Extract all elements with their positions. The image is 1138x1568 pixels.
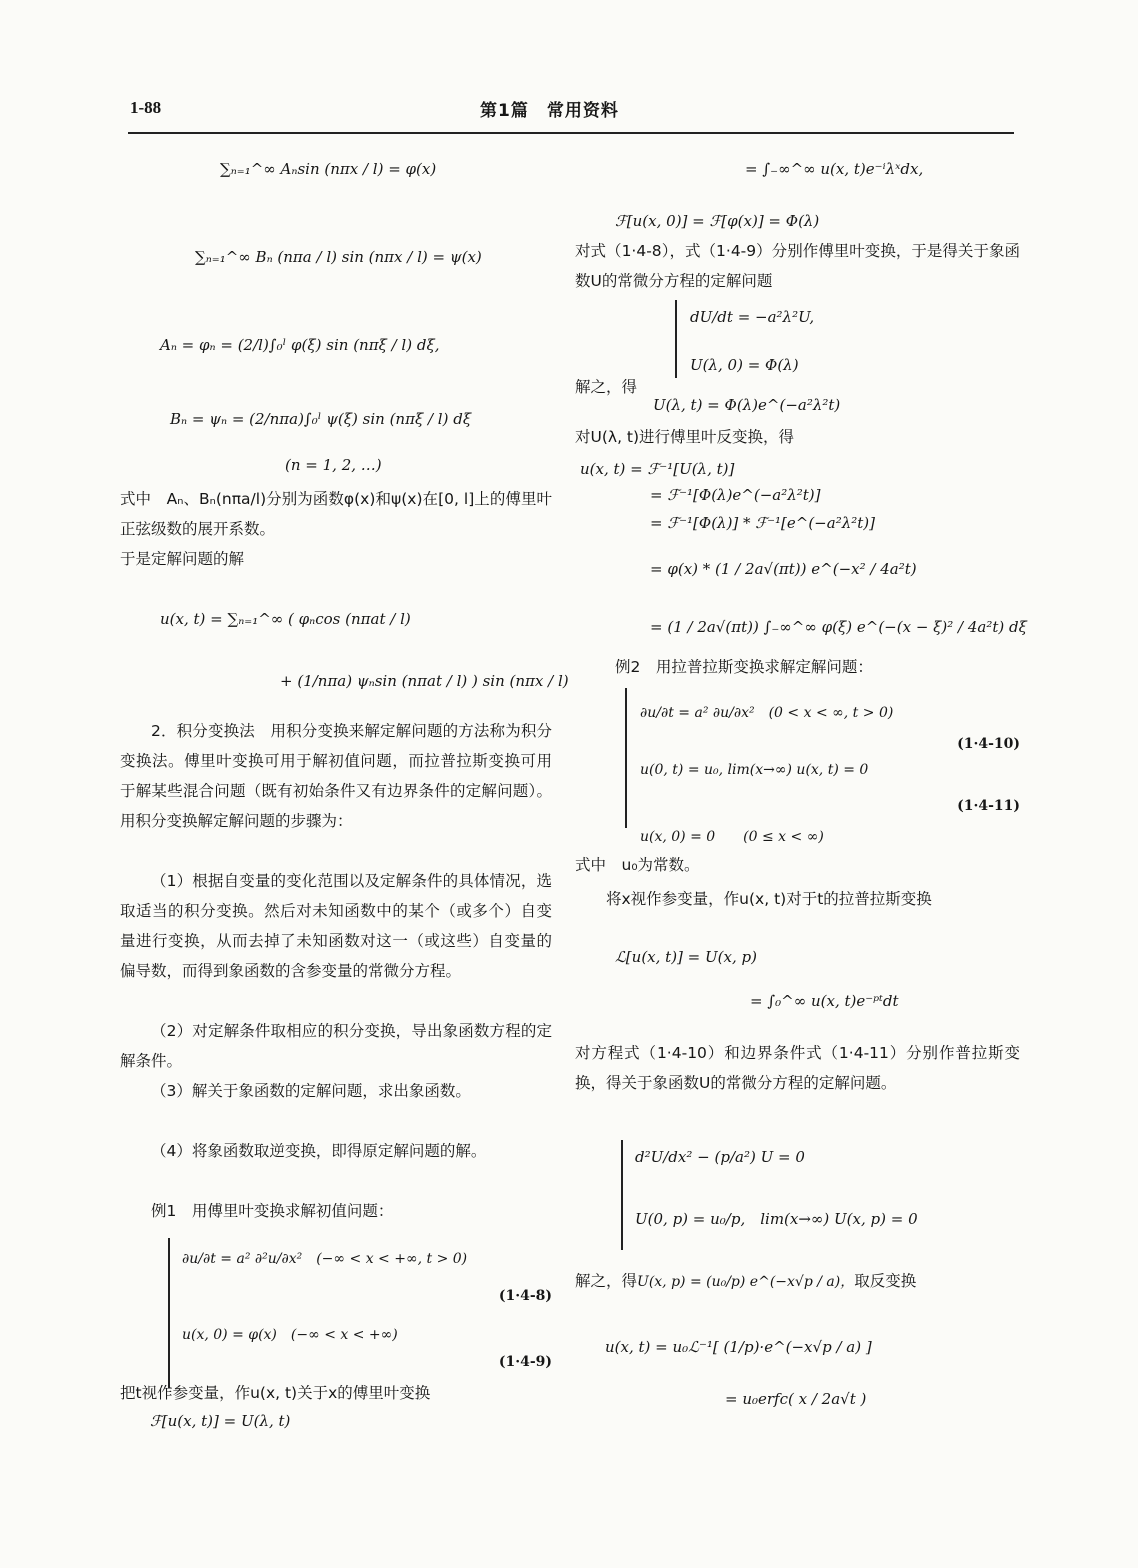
equation-number-1-4-10: (1·4-10) [957,736,1020,752]
paragraph-laplace-intro: 将x视作参变量，作u(x, t)对于t的拉普拉斯变换 [606,890,932,908]
equation-fourier-definition: ℱ[u(x, t)] = U(λ, t) [150,1412,291,1430]
equation-inverse-laplace-2: = u₀erfc( x / 2a√t ) [725,1390,867,1408]
equation-number-1-4-11: (1·4-11) [957,798,1020,814]
equation-inverse-line2: = ℱ⁻¹[Φ(λ)e^(−a²λ²t)] [650,486,821,504]
equation-solution-line1: u(x, t) = ∑ₙ₌₁^∞ ( φₙcos (nπat / l) [160,610,411,628]
equation-number-1-4-9: (1·4-9) [498,1354,552,1370]
paragraph-constant: 式中 u₀为常数。 [575,856,700,874]
example-1-heading: 例1 用傅里叶变换求解初值问题： [151,1202,394,1220]
equation-coefficient-a: Aₙ = φₙ = (2/l)∫₀ˡ φ(ξ) sin (nπξ / l) dξ, [160,336,440,354]
system-brace-example-1 [168,1238,170,1388]
example-2-heading: 例2 用拉普拉斯变换求解定解问题： [615,658,873,676]
equation-zero-initial: u(x, 0) = 0 (0 ≤ x < ∞) [640,829,824,845]
equation-index-range: (n = 1, 2, …) [285,456,382,474]
paragraph-step-1: （1）根据自变量的变化范围以及定解条件的具体情况，选取适当的积分变换。然后对未知函数中的某个（或多个）自变量进行变换，从而去掉了未知函数对这一（或这些）自变量的偏导数，而得到象函数的含参变量的常微分方程。 [120,872,552,980]
system-brace-example-2 [625,688,627,828]
equation-ode-initial: U(λ, 0) = Φ(λ) [690,356,799,374]
equation-inverse-line1: u(x, t) = ℱ⁻¹[U(λ, t)] [580,460,735,478]
equation-laplace-boundary: U(0, p) = u₀/p, lim(x→∞) U(x, p) = 0 [635,1210,918,1228]
paragraph-inverse-fourier: 对U(λ, t)进行傅里叶反变换，得 [575,428,795,446]
paragraph-integral-transform: 2．积分变换法 用积分变换来解定解问题的方法称为积分变换法。傅里叶变换可用于解初值问题，而拉普拉斯变换可用于解某些混合问题（既有初始条件又有边界条件的定解问题）。用积分变换解定解问题的步骤为： [120,722,552,830]
equation-inverse-line5: = (1 / 2a√(πt)) ∫₋∞^∞ φ(ξ) e^(−(x − ξ)² / 4a²t) dξ [650,618,1027,636]
system-brace-laplace-ode [621,1140,623,1250]
system-brace-ode [675,300,677,378]
paragraph-solve-laplace: 解之，得U(x, p) = (u₀/p) e^(−x√p / a)，取反变换 [575,1272,917,1290]
equation-fourier-initial: ℱ[u(x, 0)] = ℱ[φ(x)] = Φ(λ) [615,212,820,230]
paragraph-apply-laplace: 对方程式（1·4-10）和边界条件式（1·4-11）分别作普拉斯变换，得关于象函数U的常微分方程的定解问题。 [575,1044,1020,1092]
equation-series-b: ∑ₙ₌₁^∞ Bₙ (nπa / l) sin (nπx / l) = ψ(x) [195,248,482,266]
paragraph-coefficients: 式中 Aₙ、Bₙ(nπa/l)分别为函数φ(x)和ψ(x)在[0, l]上的傅里叶正弦级数的展开系数。 [120,490,552,538]
paragraph-step-3: （3）解关于象函数的定解问题，求出象函数。 [151,1082,471,1100]
paragraph-step-2: （2）对定解条件取相应的积分变换，导出象函数方程的定解条件。 [120,1022,552,1070]
equation-laplace-solution: U(x, p) = (u₀/p) e^(−x√p / a)， [637,1274,855,1290]
equation-boundary-condition: u(0, t) = u₀, lim(x→∞) u(x, t) = 0 [640,762,869,778]
equation-heat-pde-2: ∂u/∂t = a² ∂u/∂x² (0 < x < ∞, t > 0) [640,705,894,721]
equation-solution-line2: + (1/nπa) ψₙsin (nπat / l) ) sin (nπx / l) [280,672,569,690]
equation-laplace-definition: ℒ[u(x, t)] = U(x, p) [615,948,757,966]
equation-inverse-laplace-1: u(x, t) = u₀ℒ⁻¹[ (1/p)·e^(−x√p / a) ] [605,1338,872,1356]
equation-inverse-line3: = ℱ⁻¹[Φ(λ)] * ℱ⁻¹[e^(−a²λ²t)] [650,514,875,532]
equation-image-solution: U(λ, t) = Φ(λ)e^(−a²λ²t) [653,396,841,414]
equation-fourier-integral: = ∫₋∞^∞ u(x, t)e⁻ⁱλˣdx, [745,160,924,178]
header-rule [128,132,1014,134]
equation-number-1-4-8: (1·4-8) [498,1288,552,1304]
equation-laplace-integral: = ∫₀^∞ u(x, t)e⁻ᵖᵗdt [750,992,899,1010]
paragraph-solution-intro: 于是定解问题的解 [120,550,245,568]
paragraph-fourier-transform: 把t视作参变量，作u(x, t)关于x的傅里叶变换 [120,1384,431,1402]
paragraph-step-4: （4）将象函数取逆变换，即得原定解问题的解。 [151,1142,487,1160]
equation-inverse-line4: = φ(x) * (1 / 2a√(πt)) e^(−x² / 4a²t) [650,560,917,578]
paragraph-solve: 解之，得 [575,378,638,396]
equation-series-a: ∑ₙ₌₁^∞ Aₙsin (nπx / l) = φ(x) [220,160,437,178]
equation-ode: dU/dt = −a²λ²U, [690,308,815,326]
paragraph-apply-fourier: 对式（1·4-8），式（1·4-9）分别作傅里叶变换，于是得关于象函数U的常微分方程的定解问题 [575,242,1020,290]
equation-coefficient-b: Bₙ = ψₙ = (2/nπa)∫₀ˡ ψ(ξ) sin (nπξ / l) dξ [170,410,472,428]
equation-laplace-ode: d²U/dx² − (p/a²) U = 0 [635,1148,805,1166]
section-header: 第1篇 常用资料 [480,101,619,121]
page-number: 1-88 [130,98,162,117]
equation-heat-pde: ∂u/∂t = a² ∂²u/∂x² (−∞ < x < +∞, t > 0) [182,1251,468,1267]
equation-initial-condition: u(x, 0) = φ(x) (−∞ < x < +∞) [182,1327,398,1343]
